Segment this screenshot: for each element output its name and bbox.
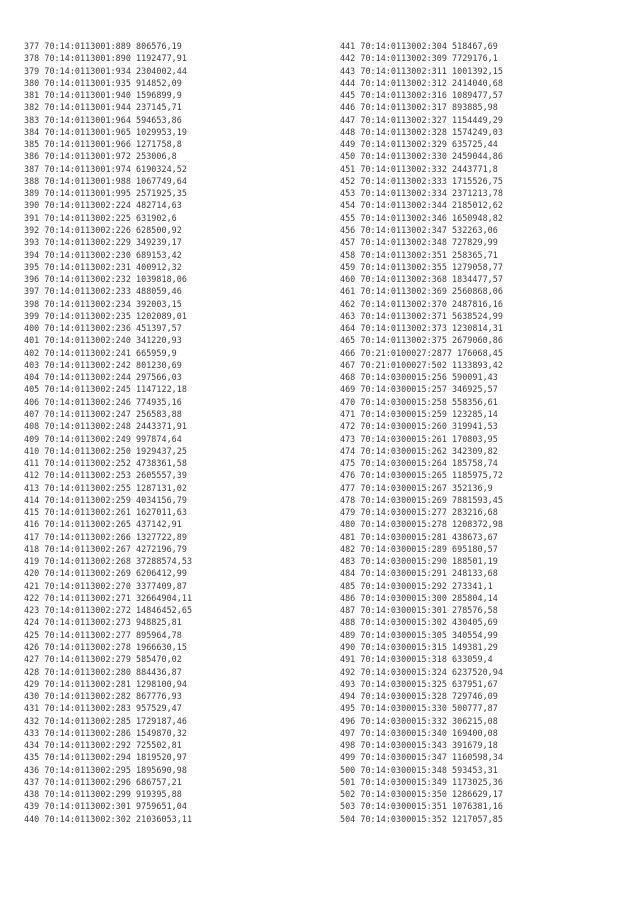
table-row: 381 70:14:0113001:940 1596899,9 (24, 90, 182, 101)
table-row: 460 70:14:0113002:368 1834477,57 (340, 274, 503, 285)
table-row: 412 70:14:0113002:253 2605557,39 (24, 470, 187, 481)
table-row: 479 70:14:0300015:277 283216,68 (340, 507, 498, 518)
table-row: 442 70:14:0113002:309 7729176,1 (340, 53, 498, 64)
table-row: 386 70:14:0113001:972 253006,8 (24, 151, 177, 162)
table-row: 433 70:14:0113002:286 1549870,32 (24, 727, 187, 738)
table-row: 419 70:14:0113002:268 37288574,53 (24, 556, 193, 567)
table-row: 436 70:14:0113002:295 1895690,98 (24, 764, 187, 775)
table-row: 388 70:14:0113001:988 1067749,64 (24, 175, 187, 186)
table-row: 500 70:14:0300015:348 593453,31 (340, 764, 498, 775)
table-row: 393 70:14:0113002:229 349239,17 (24, 237, 182, 248)
table-row: 424 70:14:0113002:273 948825,81 (24, 617, 182, 628)
table-row: 455 70:14:0113002:346 1650948,82 (340, 212, 503, 223)
table-row: 503 70:14:0300015:351 1076381,16 (340, 801, 503, 812)
table-row: 443 70:14:0113002:311 1001392,15 (340, 65, 503, 76)
table-row: 397 70:14:0113002:233 488059,46 (24, 286, 182, 297)
table-row: 445 70:14:0113002:316 1089477,57 (340, 90, 503, 101)
table-row: 473 70:14:0300015:261 170803,95 (340, 433, 498, 444)
table-row: 472 70:14:0300015:260 319941,53 (340, 421, 498, 432)
table-row: 490 70:14:0300015:315 149381,29 (340, 642, 498, 653)
table-row: 418 70:14:0113002:267 4272196,79 (24, 543, 187, 554)
table-row: 451 70:14:0113002:332 2443771,8 (340, 163, 498, 174)
table-row: 470 70:14:0300015:258 558356,61 (340, 396, 498, 407)
table-row: 492 70:14:0300015:324 6237520,94 (340, 666, 503, 677)
table-row: 390 70:14:0113002:224 482714,63 (24, 200, 182, 211)
table-row: 430 70:14:0113002:282 867776,93 (24, 691, 182, 702)
table-row: 448 70:14:0113002:328 1574249,03 (340, 126, 503, 137)
table-row: 485 70:14:0300015:292 273341,1 (340, 580, 493, 591)
table-row: 482 70:14:0300015:289 695180,57 (340, 543, 498, 554)
table-row: 468 70:14:0300015:256 590091,43 (340, 372, 498, 383)
table-row: 407 70:14:0113002:247 256583,88 (24, 408, 182, 419)
table-row: 461 70:14:0113002:369 2560868,06 (340, 286, 503, 297)
table-row: 396 70:14:0113002:232 1039818,06 (24, 274, 187, 285)
table-row: 504 70:14:0300015:352 1217057,85 (340, 813, 503, 824)
table-row: 432 70:14:0113002:285 1729187,46 (24, 715, 187, 726)
table-row: 459 70:14:0113002:355 1279058,77 (340, 261, 503, 272)
table-row: 483 70:14:0300015:290 188501,19 (340, 556, 498, 567)
table-row: 462 70:14:0113002:370 2487816,16 (340, 298, 503, 309)
table-row: 491 70:14:0300015:318 633059,4 (340, 654, 493, 665)
table-row: 495 70:14:0300015:330 500777,87 (340, 703, 498, 714)
table-row: 420 70:14:0113002:269 6206412,99 (24, 568, 187, 579)
table-row: 463 70:14:0113002:371 5638524,99 (340, 310, 503, 321)
table-row: 475 70:14:0300015:264 185758,74 (340, 458, 498, 469)
table-row: 452 70:14:0113002:333 1715526,75 (340, 175, 503, 186)
table-row: 474 70:14:0300015:262 342309,82 (340, 445, 498, 456)
table-row: 425 70:14:0113002:277 895964,78 (24, 629, 182, 640)
table-row: 480 70:14:0300015:278 1208372,98 (340, 519, 503, 530)
table-row: 478 70:14:0300015:269 7881593,45 (340, 494, 503, 505)
table-row: 413 70:14:0113002:255 1287131,02 (24, 482, 187, 493)
table-row: 426 70:14:0113002:278 1966630,15 (24, 642, 187, 653)
table-row: 494 70:14:0300015:328 729746,09 (340, 691, 498, 702)
table-row: 477 70:14:0300015:267 352136,9 (340, 482, 493, 493)
table-row: 489 70:14:0300015:305 340554,99 (340, 629, 498, 640)
table-row: 498 70:14:0300015:343 391679,18 (340, 740, 498, 751)
table-row: 380 70:14:0113001:935 914852,09 (24, 77, 182, 88)
table-row: 405 70:14:0113002:245 1147122,18 (24, 384, 187, 395)
table-row: 450 70:14:0113002:330 2459044,86 (340, 151, 503, 162)
table-row: 467 70:21:0100027:502 1133893,42 (340, 359, 503, 370)
table-row: 379 70:14:0113001:934 2304002,44 (24, 65, 187, 76)
table-row: 481 70:14:0300015:281 438673,67 (340, 531, 498, 542)
table-row: 411 70:14:0113002:252 4738361,58 (24, 458, 187, 469)
table-row: 447 70:14:0113002:327 1154449,29 (340, 114, 503, 125)
table-row: 391 70:14:0113002:225 631902,6 (24, 212, 177, 223)
table-row: 458 70:14:0113002:351 258365,71 (340, 249, 498, 260)
table-row: 395 70:14:0113002:231 400912,32 (24, 261, 182, 272)
table-row: 389 70:14:0113001:995 2571925,35 (24, 188, 187, 199)
table-row: 402 70:14:0113002:241 665959,9 (24, 347, 177, 358)
table-row: 428 70:14:0113002:280 884436,87 (24, 666, 182, 677)
table-row: 382 70:14:0113001:944 237145,71 (24, 102, 182, 113)
table-row: 501 70:14:0300015:349 1173025,36 (340, 776, 503, 787)
table-row: 454 70:14:0113002:344 2185012,62 (340, 200, 503, 211)
table-row: 394 70:14:0113002:230 689153,42 (24, 249, 182, 260)
table-row: 421 70:14:0113002:270 3377409,87 (24, 580, 187, 591)
table-row: 410 70:14:0113002:250 1929437,25 (24, 445, 187, 456)
table-row: 469 70:14:0300015:257 346925,57 (340, 384, 498, 395)
table-row: 385 70:14:0113001:966 1271758,8 (24, 139, 182, 150)
table-row: 378 70:14:0113001:890 1192477,91 (24, 53, 187, 64)
table-row: 502 70:14:0300015:350 1286629,17 (340, 789, 503, 800)
table-row: 400 70:14:0113002:236 451397,57 (24, 323, 182, 334)
table-row: 435 70:14:0113002:294 1819520,97 (24, 752, 187, 763)
table-row: 387 70:14:0113001:974 6190324,52 (24, 163, 187, 174)
table-row: 423 70:14:0113002:272 14846452,65 (24, 605, 193, 616)
table-row: 392 70:14:0113002:226 628500,92 (24, 224, 182, 235)
table-row: 484 70:14:0300015:291 248133,68 (340, 568, 498, 579)
table-row: 466 70:21:0100027:2877 176068,45 (340, 347, 503, 358)
table-row: 417 70:14:0113002:266 1327722,89 (24, 531, 187, 542)
table-row: 427 70:14:0113002:279 585470,02 (24, 654, 182, 665)
table-row: 497 70:14:0300015:340 169400,08 (340, 727, 498, 738)
table-row: 440 70:14:0113002:302 21036053,11 (24, 813, 193, 824)
table-row: 384 70:14:0113001:965 1029953,19 (24, 126, 187, 137)
table-row: 431 70:14:0113002:283 957529,47 (24, 703, 182, 714)
table-row: 409 70:14:0113002:249 997874,64 (24, 433, 182, 444)
table-row: 441 70:14:0113002:304 518467,69 (340, 41, 498, 51)
table-row: 422 70:14:0113002:271 32664904,11 (24, 592, 193, 603)
table-row: 408 70:14:0113002:248 2443371,91 (24, 421, 187, 432)
table-row: 453 70:14:0113002:334 2371213,78 (340, 188, 503, 199)
table-row: 403 70:14:0113002:242 801230,69 (24, 359, 182, 370)
table-row: 471 70:14:0300015:259 123285,14 (340, 408, 498, 419)
table-row: 449 70:14:0113002:329 635725,44 (340, 139, 498, 150)
table-row: 415 70:14:0113002:261 1627011,63 (24, 507, 187, 518)
table-row: 377 70:14:0113001:889 806576,19 (24, 41, 182, 51)
table-row: 456 70:14:0113002:347 532263,06 (340, 224, 498, 235)
table-row: 488 70:14:0300015:302 430405,69 (340, 617, 498, 628)
table-row: 487 70:14:0300015:301 278576,58 (340, 605, 498, 616)
table-row: 429 70:14:0113002:281 1298100,94 (24, 678, 187, 689)
table-row: 476 70:14:0300015:265 1185975,72 (340, 470, 503, 481)
table-row: 444 70:14:0113002:312 2414040,68 (340, 77, 503, 88)
table-row: 438 70:14:0113002:299 919395,88 (24, 789, 182, 800)
table-row: 414 70:14:0113002:259 4034156,79 (24, 494, 187, 505)
left-column (24, 40, 192, 825)
table-row: 404 70:14:0113002:244 297566,03 (24, 372, 182, 383)
table-row: 446 70:14:0113002:317 893885,98 (340, 102, 498, 113)
right-column (340, 40, 503, 825)
table-row: 457 70:14:0113002:348 727829,99 (340, 237, 498, 248)
table-row: 499 70:14:0300015:347 1160598,34 (340, 752, 503, 763)
table-row: 398 70:14:0113002:234 392003,15 (24, 298, 182, 309)
table-row: 437 70:14:0113002:296 686757,21 (24, 776, 182, 787)
table-row: 439 70:14:0113002:301 9759651,04 (24, 801, 187, 812)
table-row: 416 70:14:0113002:265 437142,91 (24, 519, 182, 530)
table-row: 464 70:14:0113002:373 1230814,31 (340, 323, 503, 334)
table-row: 434 70:14:0113002:292 725502,81 (24, 740, 182, 751)
table-row: 401 70:14:0113002:240 341220,93 (24, 335, 182, 346)
table-row: 465 70:14:0113002:375 2679060,86 (340, 335, 503, 346)
table-row: 399 70:14:0113002:235 1202089,01 (24, 310, 187, 321)
table-row: 486 70:14:0300015:300 285804,14 (340, 592, 498, 603)
table-row: 383 70:14:0113001:964 594653,86 (24, 114, 182, 125)
table-row: 406 70:14:0113002:246 774935,16 (24, 396, 182, 407)
table-row: 496 70:14:0300015:332 306215,08 (340, 715, 498, 726)
table-row: 493 70:14:0300015:325 637951,67 (340, 678, 498, 689)
